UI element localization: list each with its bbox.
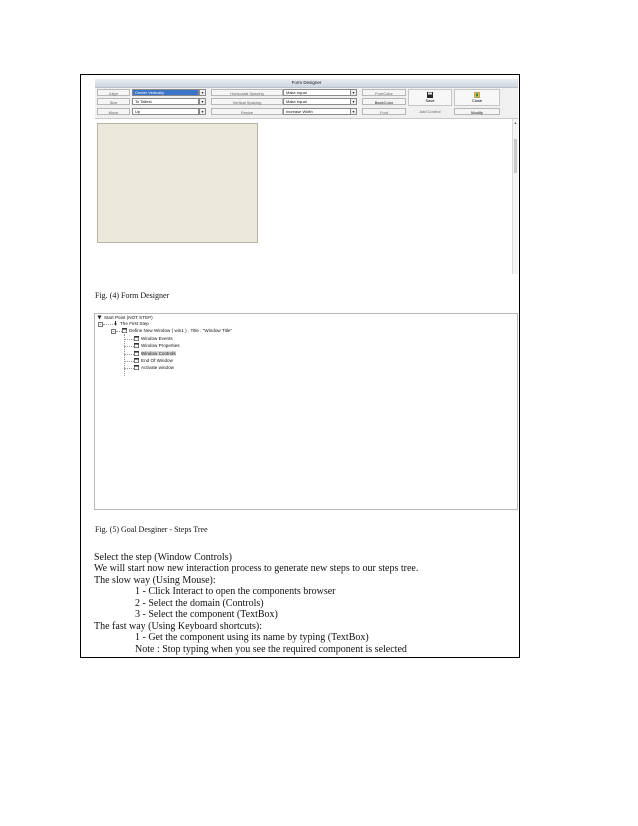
tree-node-step-label: The First Step — [120, 321, 149, 326]
size-dropdown-icon[interactable]: ▾ — [199, 98, 206, 105]
tree-node-root-label: Start Point (NOT STEP) — [104, 315, 153, 320]
size-select[interactable]: To Tallest — [132, 98, 199, 105]
design-canvas[interactable] — [95, 119, 518, 274]
tree-connector — [124, 361, 134, 362]
close-label: Close — [471, 98, 483, 103]
tree-connector — [124, 368, 134, 369]
tree-expand-icon[interactable]: − — [112, 329, 115, 334]
body-line-4: 1 - Click Interact to open the components browser — [135, 586, 336, 597]
move-button[interactable]: Move — [97, 108, 130, 115]
window-icon — [134, 336, 139, 341]
move-dropdown-icon[interactable]: ▾ — [199, 108, 206, 115]
tree-node-end-of-window-label: End Of Window — [141, 358, 173, 363]
tree-node-activate-window-label: Activate window — [141, 365, 174, 370]
tree-node-end-of-window[interactable] — [134, 358, 173, 364]
window-icon — [134, 351, 139, 356]
window-icon — [122, 328, 127, 333]
save-button[interactable] — [408, 89, 452, 106]
vertical-spacing-button[interactable]: Vertical Spacing — [211, 98, 283, 105]
scroll-up-icon[interactable]: ▴ — [514, 120, 517, 125]
move-select[interactable]: Up — [132, 108, 199, 115]
align-button[interactable]: Align — [97, 89, 130, 96]
align-select[interactable]: Center Vertically — [132, 89, 199, 96]
vertical-spacing-select[interactable]: Make equal — [283, 98, 351, 105]
tree-connector — [124, 354, 134, 355]
tree-connector — [124, 339, 134, 340]
body-line-1: Select the step (Window Controls) — [94, 552, 232, 563]
horizontal-spacing-dropdown-icon[interactable]: ▾ — [350, 89, 357, 96]
steps-tree — [94, 313, 518, 510]
window-icon — [134, 365, 139, 370]
resize-select[interactable]: Increase Width — [283, 108, 351, 115]
tree-node-step[interactable] — [113, 321, 149, 327]
tree-connector — [103, 324, 113, 325]
tree-node-window-controls[interactable] — [134, 351, 176, 357]
body-line-9: Note : Stop typing when you see the required component is selected — [135, 644, 407, 655]
down-arrow-icon — [113, 321, 118, 326]
tree-node-window-label: Define New Window ( win1 ) , Title : "Window Title" — [129, 328, 233, 333]
vertical-scrollbar[interactable] — [512, 119, 518, 274]
form-designer-toolbar — [95, 88, 518, 119]
tree-node-activate-window[interactable] — [134, 365, 174, 371]
horizontal-spacing-button[interactable]: Horizontal Spacing — [211, 89, 283, 96]
horizontal-spacing-select[interactable]: Make equal — [283, 89, 351, 96]
design-form-surface[interactable] — [97, 123, 258, 243]
body-line-7: The fast way (Using Keyboard shortcuts): — [94, 621, 263, 632]
body-line-5: 2 - Select the domain (Controls) — [135, 598, 264, 609]
tree-node-window-properties-label: Window Properties — [141, 343, 180, 348]
start-point-icon — [97, 315, 102, 320]
body-line-8: 1 - Get the component using its name by typing (TextBox) — [135, 632, 369, 643]
body-line-2: We will start now new interaction process to generate new steps to our steps tree. — [94, 563, 419, 574]
fig4-caption: Fig. (4) Form Designer — [95, 291, 170, 300]
fig5-caption: Fig. (5) Goal Desginer - Steps Tree — [95, 525, 208, 534]
body-line-3: The slow way (Using Mouse): — [94, 575, 216, 586]
resize-button[interactable]: Resize — [211, 108, 283, 115]
close-button[interactable] — [454, 89, 500, 106]
vertical-spacing-dropdown-icon[interactable]: ▾ — [350, 98, 357, 105]
size-button[interactable]: Size — [97, 98, 130, 105]
tree-node-window-events[interactable] — [134, 336, 173, 342]
tree-node-window-events-label: Window Events — [141, 336, 173, 341]
tree-expand-icon[interactable]: − — [99, 322, 102, 327]
font-button[interactable]: Font — [362, 108, 406, 115]
modify-button[interactable]: Modify — [454, 108, 500, 115]
tree-node-window-controls-label: Window Controls — [141, 351, 176, 356]
form-designer-window — [95, 79, 518, 274]
form-designer-title: Form Designer — [95, 79, 518, 88]
add-control-button[interactable]: Add Control — [419, 109, 441, 114]
align-dropdown-icon[interactable]: ▾ — [199, 89, 206, 96]
resize-dropdown-icon[interactable]: ▾ — [350, 108, 357, 115]
forecolor-button[interactable]: ForeColor — [362, 89, 406, 96]
backcolor-button[interactable]: BackColor — [362, 98, 406, 105]
tree-connector — [124, 346, 134, 347]
scrollbar-thumb[interactable] — [514, 139, 517, 173]
window-icon — [134, 358, 139, 363]
tree-node-window[interactable] — [122, 328, 232, 334]
window-icon — [134, 343, 139, 348]
save-label: Save — [425, 98, 435, 103]
body-line-6: 3 - Select the component (TextBox) — [135, 609, 278, 620]
tree-node-window-properties[interactable] — [134, 343, 180, 349]
tree-connector — [124, 334, 125, 376]
